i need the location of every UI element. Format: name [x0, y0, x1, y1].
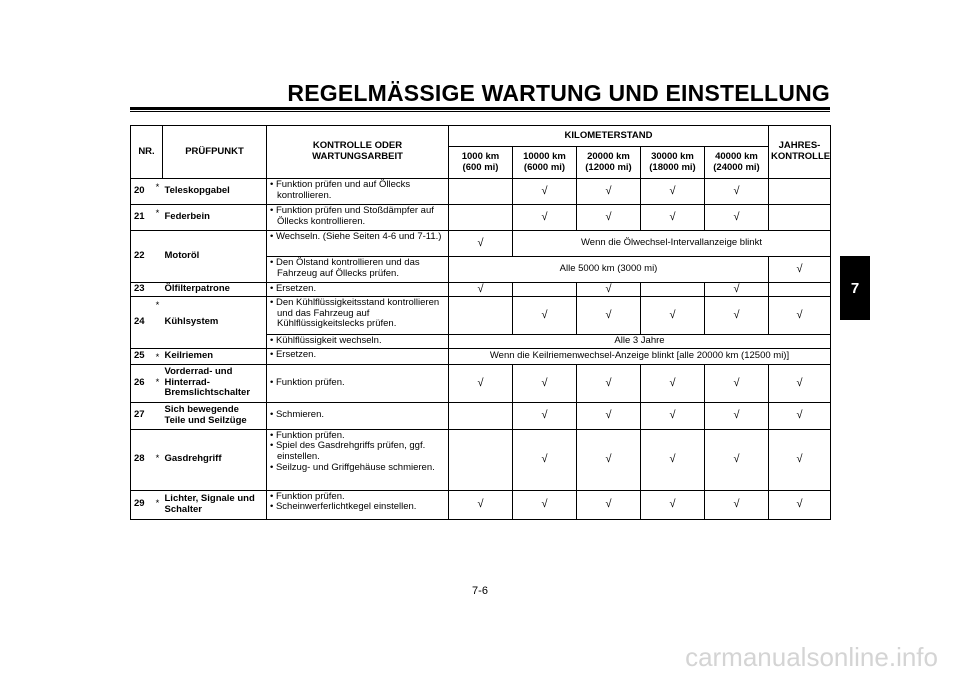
- interval-mi: (12000 mi): [585, 161, 632, 173]
- check-mark: √: [769, 257, 831, 283]
- bullet: •: [270, 501, 274, 513]
- bullet: •: [270, 429, 274, 441]
- row-action: [267, 402, 449, 429]
- row-number: 29: [131, 490, 153, 519]
- table-row-28: [131, 429, 831, 490]
- check-mark: √: [513, 490, 577, 519]
- row-item: [163, 490, 267, 519]
- header-interval-4: [641, 147, 705, 179]
- check-mark: √: [641, 402, 705, 429]
- action-text: Schmieren.: [275, 409, 325, 421]
- check-mark: √: [513, 297, 577, 335]
- row-number: 24: [131, 297, 153, 349]
- row-star: *: [153, 179, 163, 205]
- check-mark: √: [513, 402, 577, 429]
- check-mark: √: [577, 490, 641, 519]
- bullet: •: [270, 409, 274, 421]
- header-row: [131, 126, 831, 147]
- check-mark: √: [641, 205, 705, 231]
- check-mark: √: [705, 179, 769, 205]
- check-empty: [449, 297, 513, 335]
- item-line: Lichter, Signale und: [164, 493, 255, 504]
- row-number: 26: [131, 364, 153, 402]
- row-star: *: [153, 429, 163, 490]
- check-mark: √: [449, 364, 513, 402]
- row-number: 25: [131, 349, 153, 365]
- bullet: •: [270, 349, 274, 360]
- action-text: Scheinwerferlichtkegel einstellen.: [275, 501, 417, 513]
- item-line: Sich bewegende: [164, 404, 239, 415]
- interval-km: 30000 km: [651, 150, 694, 162]
- page-title: REGELMÄSSIGE WARTUNG UND EINSTELLUNG: [287, 80, 830, 106]
- check-mark: √: [513, 205, 577, 231]
- bullet: •: [270, 440, 274, 452]
- bullet: •: [270, 376, 274, 388]
- item-line: Schalter: [164, 503, 202, 515]
- check-mark: √: [577, 402, 641, 429]
- check-mark: √: [577, 297, 641, 335]
- row-action: [267, 490, 449, 519]
- watermark: carmanualsonline.info: [685, 642, 938, 672]
- interval-note: Alle 3 Jahre: [449, 335, 831, 349]
- action-text: Wechseln. (Siehe Seiten 4-6 und 7-11.): [275, 231, 442, 242]
- check-mark: √: [705, 205, 769, 231]
- row-star-empty: [153, 231, 163, 283]
- header-action: [267, 126, 449, 179]
- interval-km: 40000 km: [715, 150, 758, 162]
- bullet: •: [270, 297, 274, 308]
- row-action: [267, 335, 449, 349]
- table-row-27: [131, 402, 831, 429]
- check-mark: √: [769, 490, 831, 519]
- check-empty: [513, 283, 577, 297]
- row-number: 21: [131, 205, 153, 231]
- interval-km: 10000 km: [523, 150, 566, 162]
- chapter-tab: 7: [840, 256, 870, 320]
- row-item: Kühlsystem: [163, 297, 267, 349]
- row-item: Gasdrehgriff: [163, 429, 267, 490]
- check-mark: √: [705, 429, 769, 490]
- action-text: Funktion prüfen und Stoßdämpfer auf Öllecks kontrollieren.: [275, 205, 434, 227]
- row-action: [267, 283, 449, 297]
- check-empty: [769, 283, 831, 297]
- row-star-empty: [153, 402, 163, 429]
- row-action: [267, 349, 449, 365]
- check-mark: √: [449, 283, 513, 297]
- bullet: •: [270, 461, 274, 473]
- check-mark: √: [449, 231, 513, 257]
- row-number: 23: [131, 283, 153, 297]
- header-item: PRÜFPUNKT: [163, 126, 267, 179]
- action-text: Ersetzen.: [275, 283, 317, 294]
- row-item: [163, 402, 267, 429]
- check-mark: √: [705, 283, 769, 297]
- row-action: [267, 429, 449, 490]
- check-mark: √: [769, 297, 831, 335]
- header-interval-1: [449, 147, 513, 179]
- table-row-29: [131, 490, 831, 519]
- bullet: •: [270, 231, 274, 242]
- row-action: [267, 364, 449, 402]
- header-nr: NR.: [131, 126, 163, 179]
- item-line: Bremslichtschalter: [164, 387, 251, 399]
- check-empty: [449, 179, 513, 205]
- row-star: *: [153, 205, 163, 231]
- row-item: Federbein: [163, 205, 267, 231]
- table-row-21: [131, 205, 831, 231]
- check-mark: √: [513, 429, 577, 490]
- maintenance-table: [130, 125, 831, 520]
- table-row-26: [131, 364, 831, 402]
- header-annual-line2: KONTROLLE: [771, 151, 831, 162]
- bullet: •: [270, 283, 274, 294]
- header-interval-2: [513, 147, 577, 179]
- header-action-line2: WARTUNGSARBEIT: [312, 151, 403, 162]
- action-text: Ersetzen.: [275, 349, 317, 360]
- check-empty: [769, 205, 831, 231]
- row-number: 28: [131, 429, 153, 490]
- row-action: [267, 231, 449, 257]
- row-action: [267, 205, 449, 231]
- row-item: [163, 364, 267, 402]
- check-mark: √: [513, 364, 577, 402]
- row-item: Motoröl: [163, 231, 267, 283]
- action-text: Funktion prüfen.: [275, 429, 345, 441]
- check-mark: √: [769, 402, 831, 429]
- bullet: •: [270, 205, 274, 216]
- row-star: *: [153, 349, 163, 365]
- check-mark: √: [577, 429, 641, 490]
- check-mark: √: [577, 179, 641, 205]
- interval-mi: (600 mi): [462, 161, 499, 173]
- row-number: 20: [131, 179, 153, 205]
- action-text: Den Kühlflüssigkeitsstand kontrollieren und das Fahrzeug auf Kühlflüssigkeitslecks prüfen.: [275, 297, 440, 330]
- interval-km: 20000 km: [587, 150, 630, 162]
- interval-note: Wenn die Keilriemenwechsel-Anzeige blinkt [alle 20000 km (12500 mi)]: [449, 349, 831, 365]
- header-annual-line1: JAHRES-: [778, 140, 821, 152]
- check-mark: √: [577, 205, 641, 231]
- check-mark: √: [641, 429, 705, 490]
- interval-mi: (6000 mi): [523, 161, 566, 173]
- row-star-empty: [153, 283, 163, 297]
- table-row-22a: [131, 231, 831, 257]
- title-rule-thin: [130, 111, 830, 112]
- table-row-24a: [131, 297, 831, 335]
- row-star: *: [153, 364, 163, 402]
- row-item: Keilriemen: [163, 349, 267, 365]
- row-number: 27: [131, 402, 153, 429]
- interval-km: 1000 km: [461, 150, 500, 162]
- bullet: •: [270, 335, 274, 346]
- action-text: Den Ölstand kontrollieren und das Fahrzeug auf Öllecks prüfen.: [275, 257, 420, 279]
- table-row-23: [131, 283, 831, 297]
- action-text: Kühlflüssigkeit wechseln.: [275, 335, 382, 346]
- check-mark: √: [769, 364, 831, 402]
- header-interval-5: [705, 147, 769, 179]
- check-empty: [641, 283, 705, 297]
- table-row-20: [131, 179, 831, 205]
- header-action-line1: KONTROLLE ODER: [312, 140, 403, 152]
- interval-mi: (24000 mi): [713, 161, 760, 173]
- check-mark: √: [641, 490, 705, 519]
- bullet: •: [270, 179, 274, 190]
- check-empty: [449, 402, 513, 429]
- action-text: Seilzug- und Griffgehäuse schmieren.: [275, 461, 435, 473]
- row-action: [267, 179, 449, 205]
- check-mark: √: [513, 179, 577, 205]
- item-line: Teile und Seilzüge: [164, 414, 247, 426]
- interval-mi: (18000 mi): [649, 161, 696, 173]
- check-mark: √: [769, 429, 831, 490]
- table-row-25: [131, 349, 831, 365]
- row-action: [267, 257, 449, 283]
- bullet: •: [270, 490, 274, 502]
- check-mark: √: [641, 297, 705, 335]
- header-odometer: KILOMETERSTAND: [449, 126, 769, 147]
- check-mark: √: [577, 364, 641, 402]
- row-number: 22: [131, 231, 153, 283]
- check-mark: √: [641, 364, 705, 402]
- header-annual: [769, 126, 831, 179]
- check-empty: [449, 205, 513, 231]
- check-mark: √: [705, 402, 769, 429]
- header-interval-3: [577, 147, 641, 179]
- bullet: •: [270, 257, 274, 268]
- check-empty: [769, 179, 831, 205]
- check-empty: [449, 429, 513, 490]
- action-text: Funktion prüfen und auf Öllecks kontrollieren.: [275, 179, 411, 201]
- check-mark: √: [705, 297, 769, 335]
- interval-note: Wenn die Ölwechsel-Intervallanzeige blinkt: [513, 231, 831, 257]
- item-line: Vorderrad- und: [164, 366, 233, 378]
- page-number: 7-6: [472, 585, 488, 597]
- row-star: *: [153, 297, 163, 349]
- action-text: Funktion prüfen.: [275, 376, 345, 388]
- row-action: [267, 297, 449, 335]
- item-line: Hinterrad-: [164, 376, 210, 388]
- check-mark: √: [705, 490, 769, 519]
- action-text: Funktion prüfen.: [275, 490, 345, 502]
- check-mark: √: [577, 283, 641, 297]
- title-rule: [130, 107, 830, 110]
- check-mark: √: [705, 364, 769, 402]
- row-item: Ölfilterpatrone: [163, 283, 267, 297]
- check-mark: √: [641, 179, 705, 205]
- row-item: Teleskopgabel: [163, 179, 267, 205]
- interval-note: Alle 5000 km (3000 mi): [449, 257, 769, 283]
- action-text: Spiel des Gasdrehgriffs prüfen, ggf. einstellen.: [275, 440, 426, 462]
- check-mark: √: [449, 490, 513, 519]
- row-star: *: [153, 490, 163, 519]
